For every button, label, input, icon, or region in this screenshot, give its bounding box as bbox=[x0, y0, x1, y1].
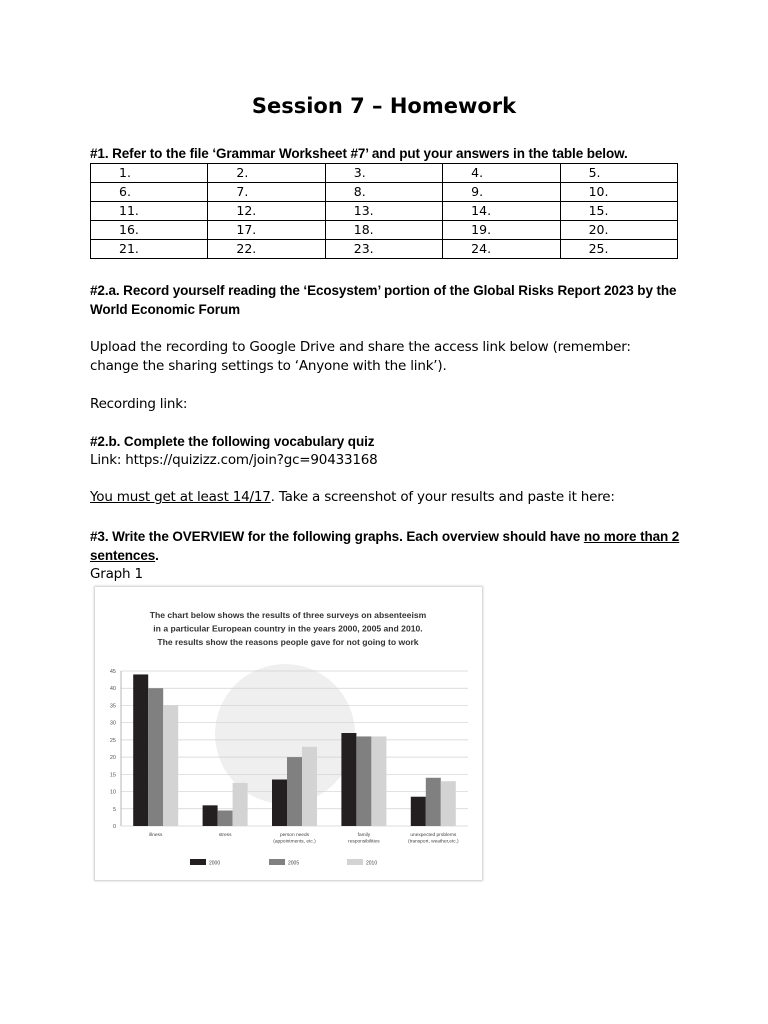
y-tick-label: 35 bbox=[109, 703, 116, 710]
answer-cell[interactable]: 6. bbox=[91, 183, 208, 202]
question-3-text: #3. Write the OVERVIEW for the following graphs. Each overview should have bbox=[90, 529, 584, 544]
bar-2005 bbox=[426, 778, 441, 826]
bar-2005 bbox=[287, 757, 302, 826]
answer-cell[interactable]: 2. bbox=[208, 164, 325, 183]
answer-cell[interactable]: 5. bbox=[560, 164, 677, 183]
quiz-link[interactable]: Link: https://quizizz.com/join?gc=90433168 bbox=[90, 452, 378, 468]
answer-cell[interactable]: 3. bbox=[325, 164, 442, 183]
bar-2000 bbox=[272, 780, 287, 827]
bar-2010 bbox=[163, 705, 178, 826]
answer-cell[interactable]: 22. bbox=[208, 240, 325, 259]
score-requirement bbox=[90, 488, 680, 507]
answer-cell[interactable]: 18. bbox=[325, 221, 442, 240]
answer-cell[interactable]: 23. bbox=[325, 240, 442, 259]
answer-row bbox=[91, 221, 678, 240]
bar-chart-image bbox=[95, 587, 482, 880]
answer-cell[interactable]: 15. bbox=[560, 202, 677, 221]
x-tick-label: family bbox=[357, 833, 371, 838]
chart-title-line: The chart below shows the results of three surveys on absenteeism bbox=[149, 610, 427, 620]
bar-2010 bbox=[302, 747, 317, 826]
sentence-limit: no more than 2 sentences bbox=[90, 529, 680, 563]
y-tick-label: 15 bbox=[109, 772, 116, 779]
legend-label: 2005 bbox=[288, 860, 300, 867]
y-tick-label: 10 bbox=[109, 789, 116, 796]
bar-2000 bbox=[341, 733, 356, 826]
x-tick-label: unexpected problems bbox=[410, 833, 457, 838]
recording-link-label: Recording link: bbox=[90, 396, 188, 412]
y-tick-label: 5 bbox=[112, 806, 116, 813]
graph-label: Graph 1 bbox=[90, 566, 143, 582]
answer-cell[interactable]: 19. bbox=[443, 221, 560, 240]
y-tick-label: 25 bbox=[109, 737, 116, 744]
y-tick-label: 30 bbox=[109, 720, 116, 727]
answer-cell[interactable]: 25. bbox=[560, 240, 677, 259]
answer-cell[interactable]: 12. bbox=[208, 202, 325, 221]
screenshot-instruction: . Take a screenshot of your results and paste it here: bbox=[270, 489, 615, 505]
answer-row bbox=[91, 202, 678, 221]
question-2a-heading: #2.a. Record yourself reading the ‘Ecosystem’ portion of the Global Risks Report 2023 by the World Economic Forum bbox=[90, 283, 677, 317]
answer-cell[interactable]: 11. bbox=[91, 202, 208, 221]
x-tick-label: illness bbox=[149, 833, 163, 838]
bar-chart bbox=[95, 587, 482, 880]
bar-2000 bbox=[411, 797, 426, 826]
y-tick-label: 45 bbox=[109, 669, 116, 675]
legend-swatch-2010 bbox=[347, 859, 363, 865]
y-tick-label: 40 bbox=[109, 686, 116, 693]
legend-label: 2000 bbox=[209, 860, 221, 867]
bar-2005 bbox=[218, 811, 233, 827]
answer-table bbox=[90, 163, 678, 259]
answer-cell[interactable]: 20. bbox=[560, 221, 677, 240]
bar-2000 bbox=[133, 674, 148, 826]
x-tick-label: (appointments, etc.) bbox=[273, 839, 316, 845]
answer-cell[interactable]: 21. bbox=[91, 240, 208, 259]
answer-cell[interactable]: 7. bbox=[208, 183, 325, 202]
chart-title-line: The results show the reasons people gave for not going to work bbox=[157, 637, 419, 647]
chart-title-line: in a particular European country in the years 2000, 2005 and 2010. bbox=[153, 623, 423, 634]
answer-row bbox=[91, 183, 678, 202]
x-tick-label: stress bbox=[218, 833, 232, 838]
answer-cell[interactable]: 9. bbox=[443, 183, 560, 202]
bar-2010 bbox=[371, 736, 386, 826]
legend-swatch-2000 bbox=[190, 859, 206, 865]
answer-cell[interactable]: 10. bbox=[560, 183, 677, 202]
answer-cell[interactable]: 4. bbox=[443, 164, 560, 183]
question-3-end: . bbox=[155, 548, 159, 563]
answer-cell[interactable]: 1. bbox=[91, 164, 208, 183]
answer-cell[interactable]: 14. bbox=[443, 202, 560, 221]
answer-row bbox=[91, 164, 678, 183]
question-2b-heading: #2.b. Complete the following vocabulary quiz bbox=[90, 434, 375, 449]
answer-cell[interactable]: 17. bbox=[208, 221, 325, 240]
answer-row bbox=[91, 240, 678, 259]
x-tick-label: responsibilities bbox=[348, 839, 380, 845]
page-title: Session 7 – Homework bbox=[251, 94, 517, 118]
answer-cell[interactable]: 24. bbox=[443, 240, 560, 259]
upload-instruction: Upload the recording to Google Drive and share the access link below (remember: change the sharing settings to ‘Anyone with the link’). bbox=[90, 339, 631, 374]
legend-label: 2010 bbox=[366, 860, 378, 867]
question-3-heading bbox=[90, 527, 680, 565]
x-tick-label: person needs bbox=[279, 833, 310, 838]
legend-swatch-2005 bbox=[269, 859, 285, 865]
x-tick-label: (transport, weather,etc.) bbox=[407, 839, 459, 845]
score-threshold: You must get at least 14/17 bbox=[90, 489, 271, 505]
answer-cell[interactable]: 13. bbox=[325, 202, 442, 221]
y-tick-label: 20 bbox=[109, 755, 116, 762]
y-tick-label: 0 bbox=[112, 824, 116, 830]
question-1-heading: #1. Refer to the file ‘Grammar Worksheet #7’ and put your answers in the table below. bbox=[90, 146, 628, 161]
bar-2000 bbox=[203, 805, 218, 826]
bar-2005 bbox=[356, 736, 371, 826]
answer-cell[interactable]: 16. bbox=[91, 221, 208, 240]
bar-2010 bbox=[233, 783, 248, 826]
bar-2010 bbox=[441, 781, 456, 826]
answer-cell[interactable]: 8. bbox=[325, 183, 442, 202]
bar-2005 bbox=[148, 688, 163, 826]
